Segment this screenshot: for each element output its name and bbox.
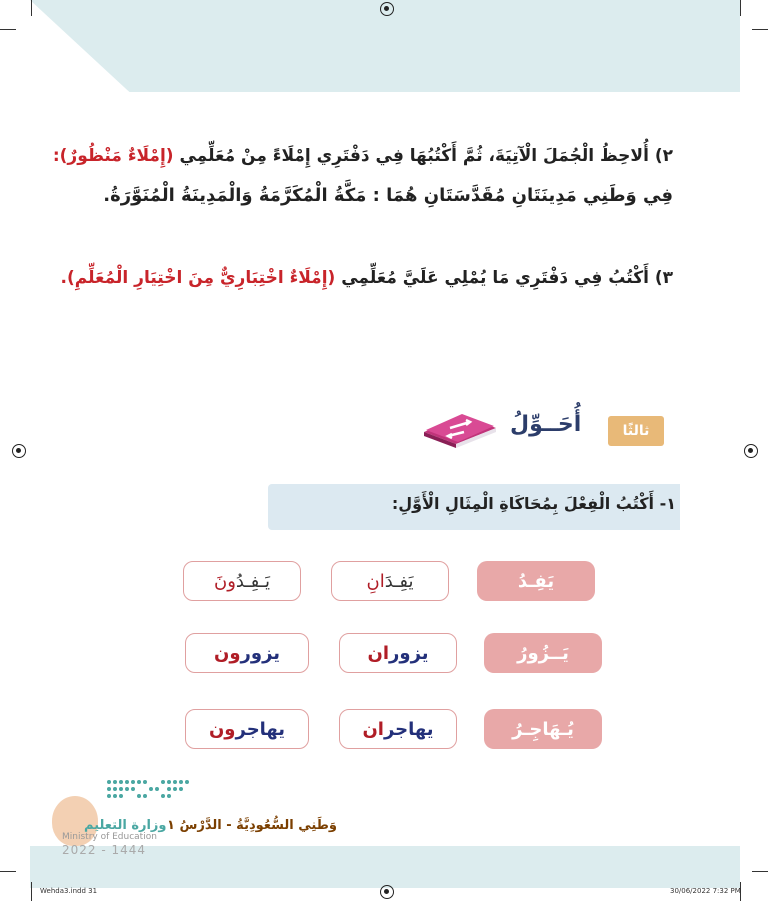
crop-mark bbox=[752, 29, 768, 30]
crop-mark bbox=[752, 871, 768, 872]
exercise-2-note: (إِمْلَاءٌ مَنْظُورٌ): bbox=[52, 146, 174, 166]
verb-plural bbox=[183, 561, 301, 601]
verb-dual bbox=[331, 561, 449, 601]
exercise-3-instruction bbox=[61, 268, 673, 288]
crop-mark bbox=[0, 29, 16, 30]
verb-plural-ending: ون bbox=[208, 718, 236, 740]
verb-plural bbox=[185, 709, 309, 749]
crop-mark bbox=[31, 0, 32, 16]
book-icon bbox=[420, 402, 500, 450]
crop-mark bbox=[740, 0, 741, 16]
verb-dual-stem: يَفِـدَ bbox=[384, 570, 414, 592]
verb-dual bbox=[339, 709, 457, 749]
exercise-3-text: ٣) أَكْتُبُ فِي دَفْتَرِي مَا يُمْلِي عَلَيَّ مُعَلِّمِي bbox=[341, 268, 673, 288]
crop-mark bbox=[0, 871, 16, 872]
exercise-2-sentence: فِي وَطَنِي مَدِينَتَانِ مُقَدَّسَتَانِ هُمَا : مَكَّةُ الْمُكَرَّمَةُ وَالْمَدِينَةُ الْمُنَوَّرَةُ. bbox=[103, 185, 673, 206]
verb-plural-stem: يزور bbox=[240, 642, 281, 664]
section-number-badge: ثالثًا bbox=[608, 416, 664, 446]
verb-base-text: يُـهَاجِـرُ bbox=[512, 718, 574, 740]
verb-plural-ending: ون bbox=[213, 642, 241, 664]
print-timestamp: 30/06/2022 7:32 PM bbox=[670, 887, 741, 895]
verb-dual bbox=[339, 633, 457, 673]
crop-mark bbox=[31, 882, 32, 901]
verb-plural-stem: يهاجر bbox=[235, 718, 286, 740]
verb-plural bbox=[185, 633, 309, 673]
exercise-3-note: (إِمْلَاءٌ اخْتِبَارِيٌّ مِنَ اخْتِيَارِ الْمُعَلِّمِ). bbox=[60, 268, 336, 288]
verb-base bbox=[477, 561, 595, 601]
verb-plural-ending: ونَ bbox=[213, 570, 236, 592]
registration-mark-icon bbox=[380, 2, 394, 16]
ministry-name-arabic: وزارة التعليم bbox=[84, 818, 167, 833]
verb-dual-stem: يزور bbox=[389, 642, 429, 664]
registration-mark-icon bbox=[380, 885, 394, 899]
verb-base bbox=[484, 709, 602, 749]
ministry-logo-icon bbox=[105, 778, 191, 802]
edition-year: 2022 - 1444 bbox=[62, 843, 147, 857]
verb-base-text: يَفِـدُ bbox=[517, 570, 555, 592]
registration-mark-icon bbox=[744, 444, 758, 458]
file-slug: Wehda3.indd 31 bbox=[40, 887, 98, 895]
verb-dual-ending: ان bbox=[367, 642, 390, 664]
verb-dual-ending: انِ bbox=[366, 570, 385, 592]
lesson-title: وَطَنِي السُّعُودِيَّةُ - الدَّرْسُ ١ bbox=[167, 818, 337, 833]
ministry-name-english: Ministry of Education bbox=[62, 832, 157, 842]
exercise-2-text: ٢) أُلاحِظُ الْجُمَلَ الْآتِيَةَ، ثُمَّ أَكْتُبُهَا فِي دَفْتَرِي إِمْلَاءً مِنْ مُعَلِّمِي bbox=[179, 146, 673, 166]
verb-dual-stem: يهاجر bbox=[383, 718, 434, 740]
question-text: ١- أَكْتُبُ الْفِعْلَ بِمُحَاكَاةِ الْمِثَالِ الْأَوَّلِ: bbox=[391, 494, 676, 513]
verb-base-text: يَــزُورُ bbox=[517, 642, 569, 664]
exercise-2-instruction bbox=[53, 146, 673, 166]
verb-dual-ending: ان bbox=[362, 718, 384, 740]
verb-plural-stem: يَـفِـدُ bbox=[235, 570, 271, 592]
verb-base bbox=[484, 633, 602, 673]
registration-mark-icon bbox=[12, 444, 26, 458]
section-title: أُحَــوِّلُ bbox=[510, 412, 582, 437]
